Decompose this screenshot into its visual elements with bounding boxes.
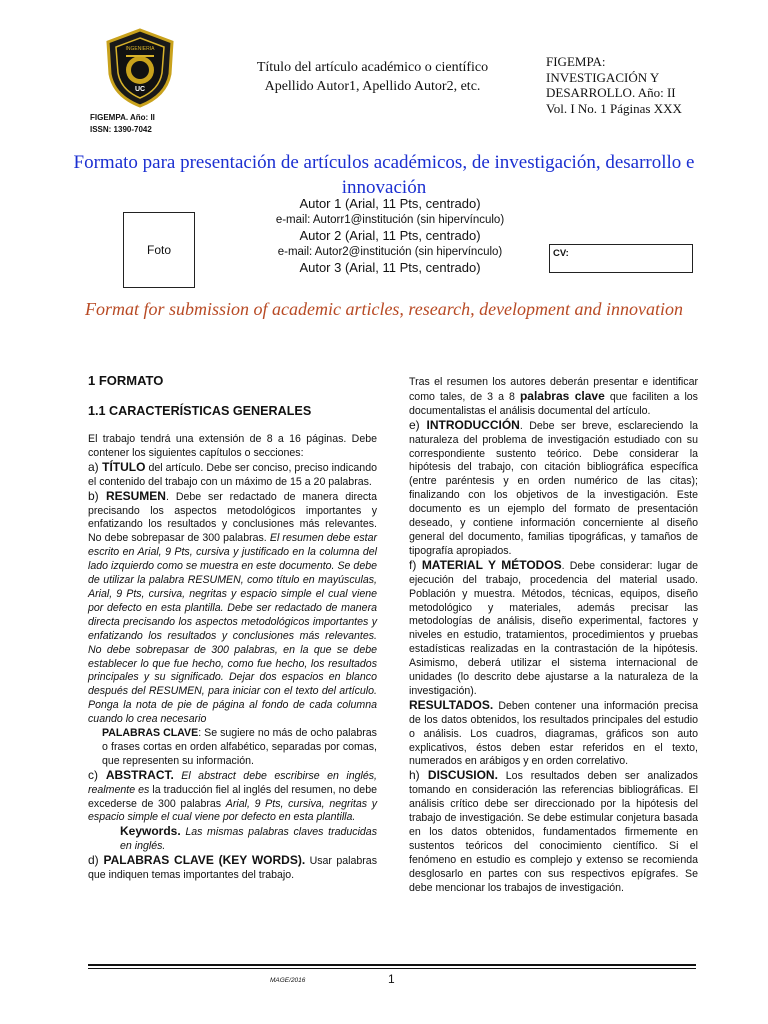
- right-column: [409, 376, 698, 896]
- article-title-spanish: Formato para presentación de artículos académicos, de investigación, desarrollo e innovación: [73, 152, 695, 198]
- intro-paragraph: El trabajo tendrá una extensión de 8 a 16 páginas. Debe contener los siguientes capítulos o secciones:: [88, 433, 377, 459]
- cv-box: [549, 244, 693, 273]
- item-g-resultados: RESULTADOS. Deben contener una información precisa de los datos obtenidos, los resultados principales del estudio o análisis. Los cuadros, diagramas, gráficos son auto explicativos, éstos deben estar referidos en el texto, numerados en arábigos y en orden correlativo.: [409, 697, 698, 768]
- author-1: Autor 1 (Arial, 11 Pts, centrado): [299, 196, 481, 211]
- running-header-right: [546, 54, 746, 116]
- keywords-paragraph: Keywords. Las mismas palabras claves traducidas en inglés.: [120, 824, 377, 853]
- logo-text-top: INGENIERIA: [125, 46, 155, 52]
- article-title-english: Format for submission of academic articles, research, development and innovation: [84, 299, 684, 319]
- item-d-palabras-clave: d) PALABRAS CLAVE (KEY WORDS). Usar palabras que indiquen temas importantes del trabajo.: [88, 853, 377, 882]
- logo-text-mid: UC: [134, 86, 146, 93]
- author-3: Autor 3 (Arial, 11 Pts, centrado): [299, 260, 481, 275]
- subsection-heading-caracteristicas: 1.1 CARACTERÍSTICAS GENERALES: [88, 404, 312, 418]
- palabras-clave-paragraph: PALABRAS CLAVE: Se sugiere no más de ocho palabras o frases cortas en orden alfabético, separadas por comas, que representen su información.: [102, 727, 377, 767]
- item-c-abstract: c) ABSTRACT. El abstract debe escribirse en inglés, realmente es la traducción fiel al inglés del resumen, no debe excederse de 300 palabras Arial, 9 Pts, cursiva, negritas y espacio simple el cual viene por defecto en esta plantilla.: [88, 767, 378, 824]
- photo-label: Foto: [146, 243, 171, 257]
- cv-label: CV:: [553, 248, 569, 259]
- authors-block: [200, 196, 580, 276]
- item-a-titulo: a) TÍTULO del artículo. Debe ser conciso, preciso indicando el contenido del trabajo con un máximo de 15 a 20 palabras.: [88, 459, 377, 488]
- author-2: Autor 2 (Arial, 11 Pts, centrado): [299, 228, 481, 243]
- institution-logo: [104, 28, 176, 108]
- logo-caption-line2: ISSN: 1390-7042: [90, 125, 152, 134]
- item-h-discusion: h) DISCUSION. Los resultados deben ser analizados tomando en consideración las referencias bibliográficas. El análisis crítico debe ser direccionado por la hipótesis del trabajo de investigación. Se debe estimular conjetura basada en los datos obtenidos, fundamentados firmemente en sustentos teóricos del conocimiento científico. Si el fenómeno en estudio es complejo y extenso se recomienda desglosarlo en partes con sus respectivos epígrafes. Se debe mencionar los trabajos de investigación.: [409, 768, 698, 894]
- header-journal-line1: FIGEMPA:: [546, 54, 606, 69]
- item-b-resumen: b) RESUMEN. Debe ser redactado de manera directa precisando los aspectos metodológicos importantes y enfatizando los resultados y conclusiones más relevantes. No debe sobrepasar de 300 palabras. El resumen debe estar escrito en Arial, 9 Pts, cursiva y justificado en la columna del lado izquierdo como se muestra en este documento. Se debe de utilizar la palabra RESUMEN, como título en mayúsculas, Arial, 9 Pts, cursiva, negritas y espacio simple el cual viene por defecto en esta plantilla. Debe ser redactado de manera directa precisando los aspectos metodológicos importantes y enfatizando los resultados y conclusiones más relevantes. No debe sobrepasar de 300 palabras, en la que se debe establecer lo que fue hecho, como fue hecho, los resultados principales y su significado. Dejar dos espacios en blanco después del RESUMEN, para iniciar con el texto del artículo. Ponga la nota de pie de página al fondo de cada columna cuando lo crea necesario: [88, 488, 377, 726]
- item-e-introduccion: e) INTRODUCCIÓN. Debe ser breve, esclareciendo la naturaleza del problema de investigación estudiado con su correspondiente sustento teórico. Debe considerar la hipótesis del trabajo, con citación bibliográfica específica (entre paréntesis y en orden numérico de las citas); finalizando con los objetivos de la investigación. Este documento es un ejemplo del formato de presentación deseado, y contiene información concerniente al diseño general del documento, familias tipográficas, y tamaños de tipografía apropiados.: [409, 417, 698, 557]
- section-heading-formato: 1 FORMATO: [88, 373, 164, 388]
- keywords-intro-paragraph: Tras el resumen los autores deberán presentar e identificar como tales, de 3 a 8 palabras clave que faciliten a los documentalistas el análisis documental del artículo.: [409, 376, 698, 417]
- header-journal-line3: DESARROLLO. Año: II: [546, 85, 676, 100]
- logo-caption: [90, 112, 155, 136]
- footer-rule: [88, 964, 696, 966]
- page-number: 1: [388, 972, 395, 986]
- header-journal-line4: Vol. I No. 1 Páginas XXX: [546, 100, 682, 116]
- running-header-center: [220, 58, 525, 96]
- item-f-material-metodos: f) MATERIAL Y MÉTODOS. Debe considerar: lugar de ejecución del trabajo, procedencia del material usado. Población y muestra. Métodos, técnicas, equipos, diseño metodológico y materiales, además precisar las metodologías de análisis, diseño experimental, factores y niveles en estudio, tratamientos, procedimientos y pruebas estadísticas realizadas en la contrastación de la hipótesis. Asimismo, deberá utilizar el sistema internacional de unidades (lo descrito debe ajustarse a la naturaleza de la investigación).: [409, 557, 699, 697]
- footer-rule-thin: [88, 968, 696, 969]
- author-2-email: e-mail: Autor2@institución (sin hipervínculo): [277, 246, 503, 258]
- header-article-title: Título del artículo académico o científico: [256, 60, 489, 75]
- header-authors: Apellido Autor1, Apellido Autor2, etc.: [264, 79, 481, 94]
- footer-mark: MAGE/2016: [270, 977, 306, 984]
- logo-caption-line1: FIGEMPA. Año: II: [90, 113, 155, 122]
- left-column: [88, 373, 377, 883]
- author-1-email: e-mail: Autorr1@institución (sin hipervínculo): [275, 214, 505, 226]
- header-journal-line2: INVESTIGACIÓN Y: [546, 69, 660, 85]
- author-photo-placeholder: [123, 212, 195, 288]
